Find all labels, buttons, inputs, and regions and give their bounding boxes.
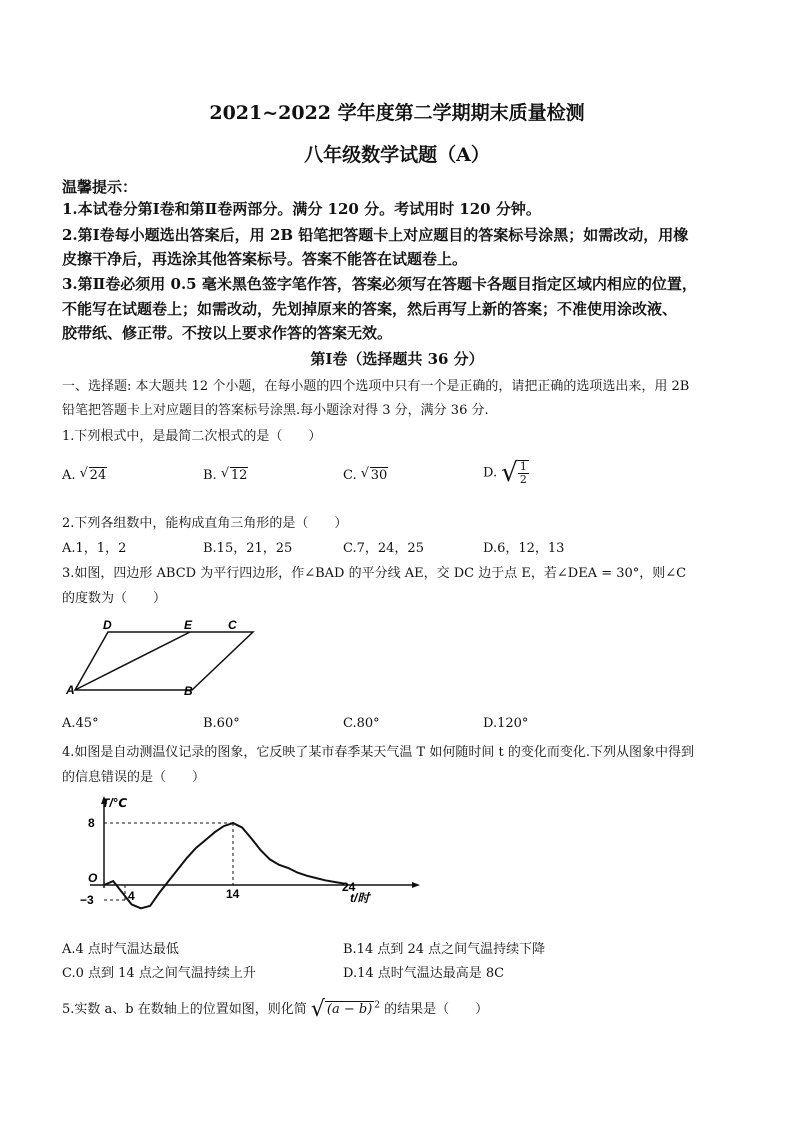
q5-stem: 5.实数 a、b 在数轴上的位置如图，则化简 √ (a − b) $^2$ 的结果是（ ） (62, 997, 489, 1022)
tip-line-3a: 3.第Ⅱ卷必须用 0.5 毫米黑色签字笔作答，答案必须写在答题卡各题目指定区域内相应的位置， (62, 275, 697, 293)
x-tick-24: 24 (342, 880, 356, 894)
tip-line-3b: 不能写在试题卷上；如需改动，先划掉原来的答案，然后再写上新的答案；不准使用涂改液、 (62, 300, 678, 318)
q2-option-d: D.6，12，13 (483, 541, 565, 556)
q3-stem-b: 的度数为（ ） (62, 591, 167, 606)
q3-option-d: D.120° (483, 716, 529, 731)
q4-option-d: D.14 点时气温达最高是 8C (343, 966, 505, 981)
x-axis-arrow (412, 882, 420, 888)
q1-option-b: B. √ 12 (203, 468, 248, 483)
q3-option-c: C.80° (343, 716, 380, 731)
section-intro-b: 铅笔把答题卡上对应题目的答案标号涂黑.每小题涂对得 3 分，满分 36 分. (62, 403, 489, 418)
q3-option-b: B.60° (203, 716, 240, 731)
y-axis-label: T/℃ (102, 796, 128, 810)
y-tick-minus3: −3 (80, 893, 94, 907)
y-tick-origin: O (88, 871, 98, 885)
temperature-curve (104, 823, 344, 908)
q4-option-c: C.0 点到 14 点之间气温持续上升 (62, 966, 256, 981)
tip-line-3c: 胶带纸、修正带。不按以上要求作答的答案无效。 (62, 324, 393, 342)
q4-option-a: A.4 点时气温达最低 (62, 942, 179, 957)
y-tick-8: 8 (88, 816, 95, 830)
q2-option-b: B.15，21，25 (203, 541, 293, 556)
label-b: B (184, 684, 193, 698)
tip-line-2b: 皮擦干净后，再选涂其他答案标号。答案不能答在试题卷上。 (62, 250, 468, 268)
q1-option-c: C. √ 30 (343, 468, 388, 483)
label-d: D (103, 618, 112, 632)
label-c: C (228, 618, 237, 632)
q1-stem: 1.下列根式中，是最简二次根式的是（ ） (62, 429, 322, 444)
section-title: 第Ⅰ卷（选择题共 36 分） (310, 350, 484, 368)
tip-line-1: 1.本试卷分第Ⅰ卷和第Ⅱ卷两部分。满分 120 分。考试用时 120 分钟。 (62, 200, 541, 218)
x-tick-4: 4 (128, 889, 135, 903)
section-intro-a: 一、选择题: 本大题共 12 个小题，在每小题的四个选项中只有一个是正确的，请把正确的选项选出来，用 2B (62, 379, 690, 394)
tips-heading: 温馨提示： (62, 178, 138, 196)
parallelogram-figure (60, 612, 260, 704)
temperature-chart (60, 790, 440, 920)
q2-option-a: A.1，1，2 (62, 541, 127, 556)
label-a: A (66, 683, 75, 697)
label-e: E (184, 618, 193, 632)
tip-line-2a: 2.第Ⅰ卷每小题选出答案后，用 2B 铅笔把答题卡上对应题目的答案标号涂黑；如需改动，用橡 (62, 226, 689, 244)
q2-stem: 2.下列各组数中，能构成直角三角形的是（ ） (62, 516, 348, 531)
q4-option-b: B.14 点到 24 点之间气温持续下降 (343, 942, 546, 957)
exam-title: 2021~2022 学年度第二学期期末质量检测 (209, 102, 585, 124)
q1-option-a: A. √ 24 (62, 468, 107, 483)
x-tick-14: 14 (226, 887, 240, 901)
q1-option-d: D. √ $\frac{1}{2}$ (483, 458, 527, 488)
q4-stem-b: 的信息错误的是（ ） (62, 770, 206, 785)
x-axis-label: t/时 (350, 891, 370, 905)
q3-stem-a: 3.如图，四边形 ABCD 为平行四边形，作∠BAD 的平分线 AE，交 DC 边于点 E，若∠DEA = 30°，则∠C (62, 566, 687, 581)
q2-option-c: C.7，24，25 (343, 541, 424, 556)
q4-stem-a: 4.如图是自动测温仪记录的图象，它反映了某市春季某天气温 T 如何随时间 t 的变化而变化.下列从图象中得到 (62, 745, 694, 760)
exam-subtitle: 八年级数学试题（A） (304, 144, 490, 166)
q3-option-a: A.45° (62, 716, 99, 731)
parallelogram-abcd (75, 632, 253, 690)
